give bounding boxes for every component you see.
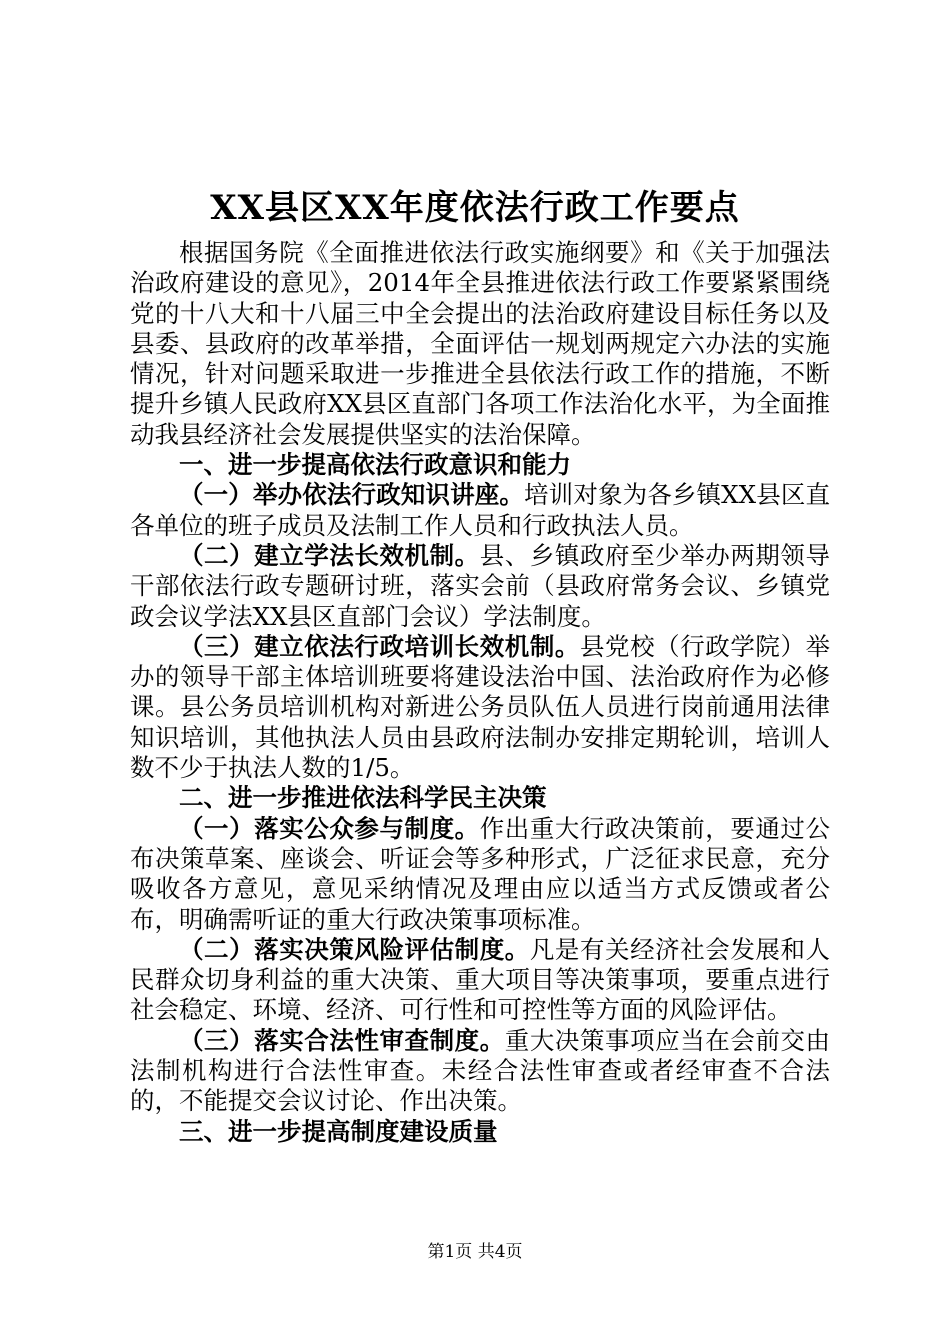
page-footer: 第1页 共4页	[427, 1242, 523, 1262]
item-text: 培训对象为各乡镇XX县区直各单位的班子成员及法制工作人员和行政执法人员。	[130, 480, 831, 540]
document-title: XX县区XX年度依法行政工作要点	[210, 188, 740, 228]
document-body	[130, 238, 830, 1147]
item-lead: （一）举办依法行政知识讲座。	[179, 480, 525, 510]
section-3-heading: 三、进一步提高制度建设质量	[179, 1116, 498, 1146]
section-1-item-1	[130, 480, 830, 541]
item-lead: （一）落实公众参与制度。	[179, 813, 480, 843]
item-lead: （二）建立学法长效机制。	[179, 540, 480, 570]
section-2-item-1	[130, 814, 830, 935]
item-text: 重大决策事项应当在会前交由法制机构进行合法性审查。未经合法性审查或者经审查不合法的，不能提交会议讨论、作出决策。	[130, 1025, 830, 1116]
item-text: 县、乡镇政府至少举办两期领导干部依法行政专题研讨班，落实会前（县政府常务会议、乡镇党政会议学法XX县区直部门会议）学法制度。	[130, 540, 830, 631]
section-2-heading: 二、进一步推进依法科学民主决策	[179, 783, 547, 813]
section-1-heading: 一、进一步提高依法行政意识和能力	[179, 450, 571, 480]
section-1-item-3	[130, 632, 830, 783]
section-2-item-3	[130, 1026, 830, 1117]
item-text: 县党校（行政学院）举办的领导干部主体培训班要将建设法治中国、法治政府作为必修课。县公务员培训机构对新进公务员队伍人员进行岗前通用法律知识培训，其他执法人员由县政府法制办安排定期轮训，培训人数不少于执法人数的1/5。	[130, 631, 831, 783]
item-text: 凡是有关经济社会发展和人民群众切身利益的重大决策、重大项目等决策事项，要重点进行社会稳定、环境、经济、可行性和可控性等方面的风险评估。	[130, 934, 831, 1025]
item-lead: （三）落实合法性审查制度。	[179, 1025, 505, 1055]
item-text: 作出重大行政决策前，要通过公布决策草案、座谈会、听证会等多种形式，广泛征求民意，充分吸收各方意见，意见采纳情况及理由应以适当方式反馈或者公布，明确需听证的重大行政决策事项标准。	[130, 813, 830, 934]
item-lead: （二）落实决策风险评估制度。	[179, 934, 530, 964]
section-2-item-2	[130, 935, 830, 1026]
intro-paragraph: 根据国务院《全面推进依法行政实施纲要》和《关于加强法治政府建设的意见》，2014年全县推进依法行政工作要紧紧围绕党的十八大和十八届三中全会提出的法治政府建设目标任务以及县委、县政府的改革举措，全面评估一规划两规定六办法的实施情况，针对问题采取进一步推进全县依法行政工作的措施，不断提升乡镇人民政府XX县区直部门各项工作法治化水平，为全面推动我县经济社会发展提供坚实的法治保障。	[130, 238, 830, 449]
item-lead: （三）建立依法行政培训长效机制。	[179, 631, 580, 661]
section-1-item-2	[130, 541, 830, 632]
